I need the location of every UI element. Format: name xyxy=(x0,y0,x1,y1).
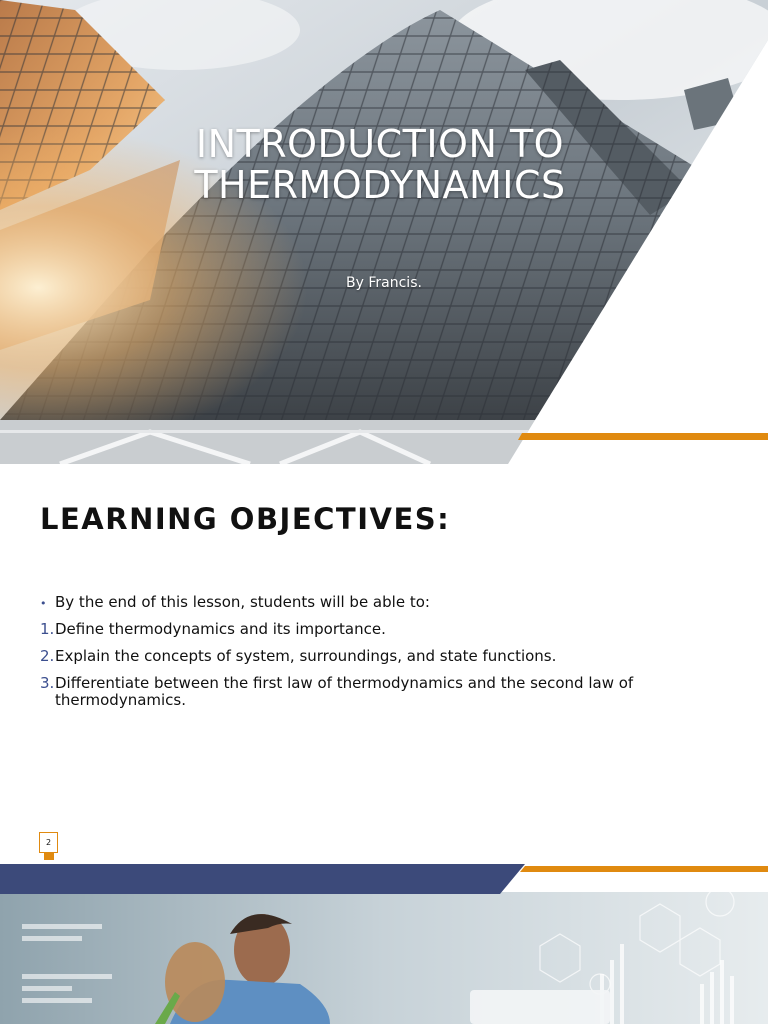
list-item xyxy=(40,675,720,709)
footer-image xyxy=(0,864,768,1024)
hero-image xyxy=(0,0,768,464)
list-item xyxy=(40,621,720,638)
list-number: 2. xyxy=(40,647,55,665)
list-number: 3. xyxy=(40,674,55,692)
author-byline: By Francis. xyxy=(346,275,422,291)
presentation-title xyxy=(0,124,760,206)
objectives-list xyxy=(40,594,720,719)
page-number: 2 xyxy=(39,832,58,853)
objective-text: Differentiate between the first law of thermodynamics and the second law of thermodynamics. xyxy=(55,674,634,709)
bullet-icon: • xyxy=(40,597,47,610)
list-item xyxy=(40,594,720,611)
page-tab-marker xyxy=(44,852,54,860)
slide-heading: LEARNING OBJECTIVES: xyxy=(40,502,451,536)
objective-text: Explain the concepts of system, surroundings, and state functions. xyxy=(55,647,557,665)
objective-text: Define thermodynamics and its importance. xyxy=(55,620,386,638)
intro-text: By the end of this lesson, students will be able to: xyxy=(55,593,430,611)
list-item xyxy=(40,648,720,665)
objectives-slide xyxy=(0,464,768,1024)
list-number: 1. xyxy=(40,620,55,638)
title-slide xyxy=(0,0,768,464)
title-line-2: THERMODYNAMICS xyxy=(194,163,566,207)
title-line-1: INTRODUCTION TO xyxy=(195,122,565,166)
